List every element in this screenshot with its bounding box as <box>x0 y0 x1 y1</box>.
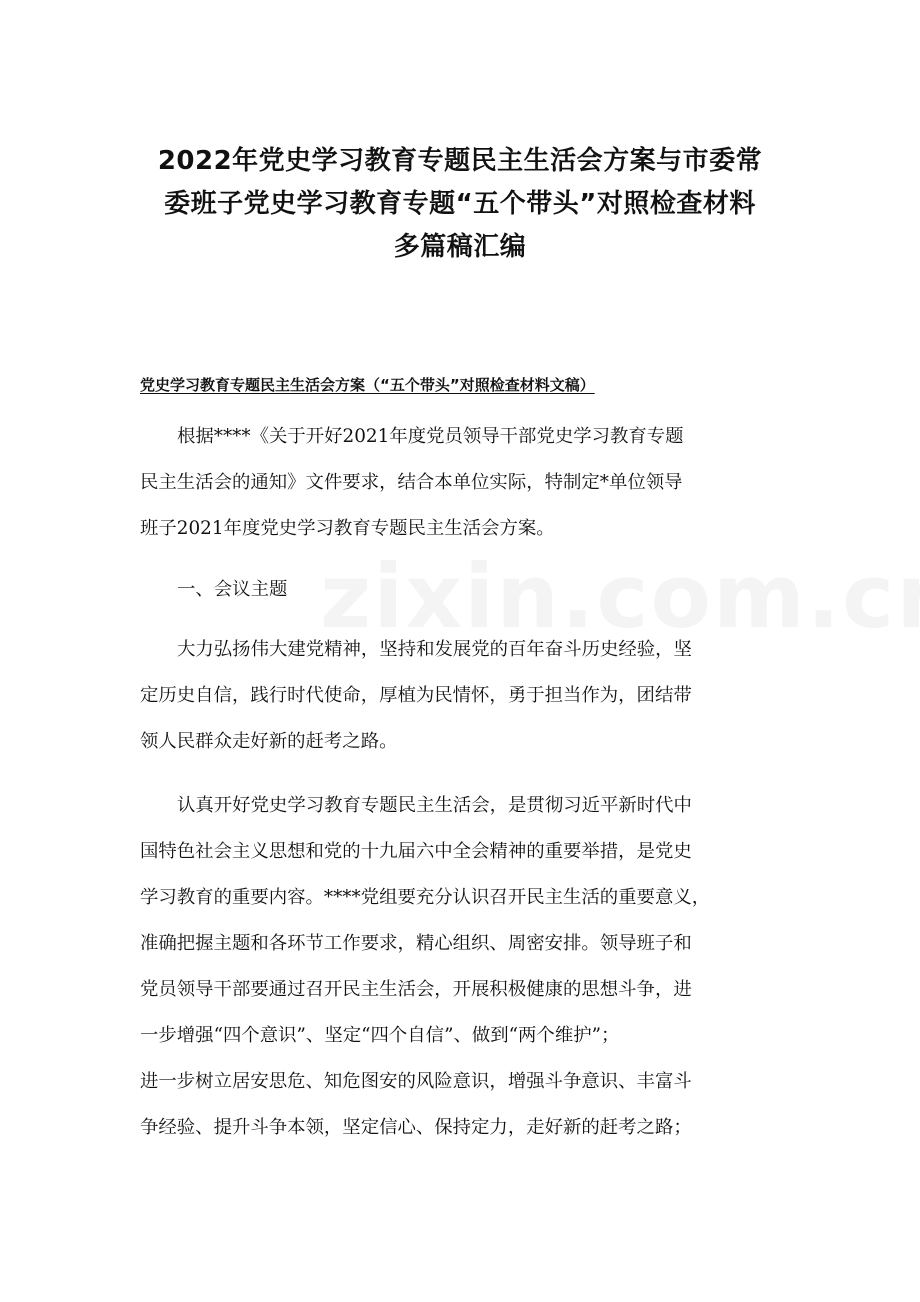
title-line-3: 多篇稿汇编 <box>393 232 527 262</box>
paragraph-line: 一步增强“四个意识”、坚定“四个自信”、做到“两个维护”； <box>140 1025 620 1046</box>
paragraph-line: 民主生活会的通知》文件要求，结合本单位实际，特制定*单位领导 <box>140 472 683 493</box>
paragraph-line: 班子2021年度党史学习教育专题民主生活会方案。 <box>140 518 555 539</box>
paragraph-line: 党员领导干部要通过召开民主生活会，开展积极健康的思想斗争，进 <box>140 979 692 1000</box>
document-title <box>100 140 820 269</box>
paragraph-line: 准确把握主题和各环节工作要求，精心组织、周密安排。领导班子和 <box>140 933 692 954</box>
paragraph-basis <box>140 414 780 552</box>
title-line-2: 委班子党史学习教育专题“五个带头”对照检查材料 <box>164 189 756 219</box>
section-heading-meeting-theme <box>140 567 780 613</box>
paragraph-line: 根据****《关于开好2021年度党员领导干部党史学习教育专题 <box>177 426 684 447</box>
section-subheading: 党史学习教育专题民主生活会方案（“五个带头”对照检查材料文稿） <box>140 376 595 394</box>
section-heading-text: 一、会议主题 <box>177 579 288 600</box>
paragraph-line: 国特色社会主义思想和党的十九届六中全会精神的重要举措，是党史 <box>140 841 692 862</box>
paragraph-theme <box>140 627 780 765</box>
paragraph-line: 定历史自信，践行时代使命，厚植为民情怀，勇于担当作为，团结带 <box>140 685 692 706</box>
paragraph-significance <box>140 783 780 1151</box>
paragraph-line: 大力弘扬伟大建党精神，坚持和发展党的百年奋斗历史经验，坚 <box>177 639 692 660</box>
title-line-1: 2022年党史学习教育专题民主生活会方案与市委常 <box>157 146 763 176</box>
paragraph-line: 学习教育的重要内容。****党组要充分认识召开民主生活的重要意义， <box>140 887 711 908</box>
paragraph-line: 进一步树立居安思危、知危图安的风险意识，增强斗争意识、丰富斗 <box>140 1071 692 1092</box>
paragraph-line: 认真开好党史学习教育专题民主生活会，是贯彻习近平新时代中 <box>177 795 692 816</box>
paragraph-line: 领人民群众走好新的赶考之路。 <box>140 731 398 752</box>
paragraph-line: 争经验、提升斗争本领，坚定信心、保持定力，走好新的赶考之路； <box>140 1117 692 1138</box>
